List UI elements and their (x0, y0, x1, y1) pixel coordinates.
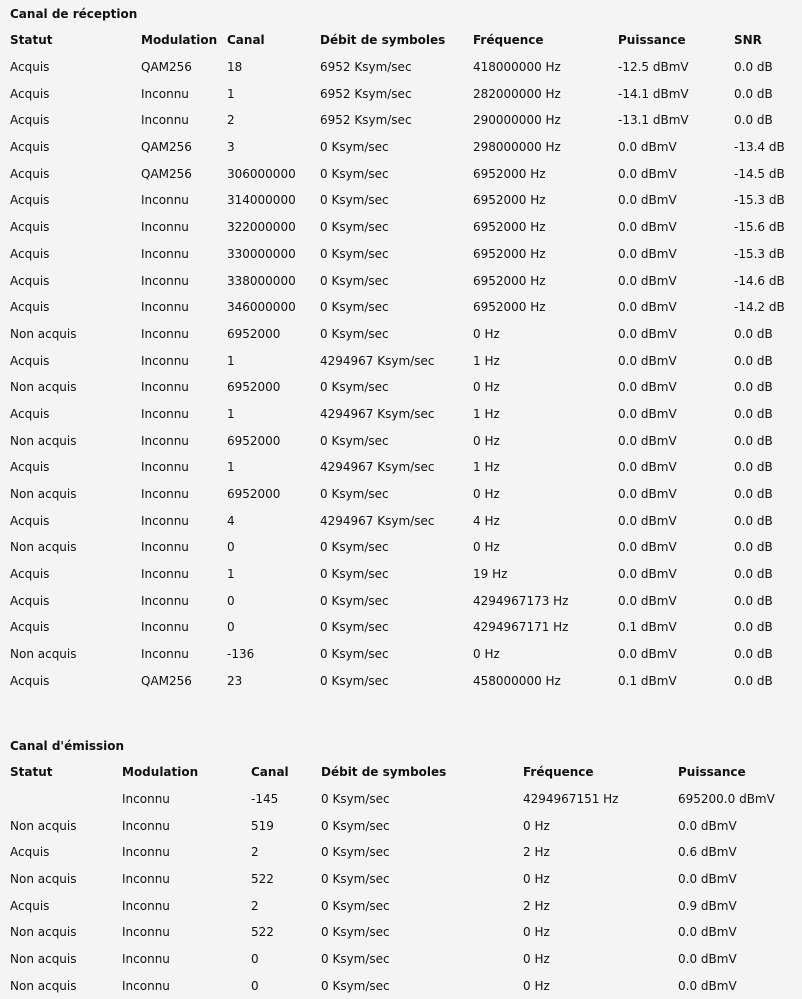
rx-cell-debit: 0 Ksym/sec (320, 193, 389, 208)
rx-table-row (0, 507, 802, 534)
rx-table-row (0, 294, 802, 321)
tx-cell-modulation: Inconnu (122, 898, 170, 913)
rx-cell-debit: 0 Ksym/sec (320, 300, 389, 315)
rx-cell-puissance: 0.0 dBmV (618, 246, 677, 261)
tx-cell-modulation: Inconnu (122, 952, 170, 967)
tx-table-row (0, 892, 802, 919)
rx-cell-debit: 0 Ksym/sec (320, 246, 389, 261)
rx-cell-debit: 0 Ksym/sec (320, 380, 389, 395)
rx-cell-snr: 0.0 dB (734, 513, 773, 528)
rx-cell-statut: Acquis (10, 140, 50, 155)
rx-cell-puissance: 0.0 dBmV (618, 487, 677, 502)
tx-cell-modulation: Inconnu (122, 872, 170, 887)
tx-table-row (0, 786, 802, 813)
tx-cell-frequence: 2 Hz (523, 845, 550, 860)
rx-cell-statut: Acquis (10, 220, 50, 235)
rx-cell-canal: 1 (227, 406, 235, 421)
rx-cell-puissance: 0.0 dBmV (618, 166, 677, 181)
tx-cell-statut: Acquis (10, 898, 50, 913)
rx-cell-frequence: 6952000 Hz (473, 193, 546, 208)
rx-cell-modulation: Inconnu (141, 326, 189, 341)
rx-cell-snr: 0.0 dB (734, 353, 773, 368)
rx-cell-canal: 6952000 (227, 487, 281, 502)
tx-cell-canal: 2 (251, 845, 259, 860)
rx-cell-statut: Acquis (10, 460, 50, 475)
rx-cell-modulation: Inconnu (141, 513, 189, 528)
rx-cell-frequence: 1 Hz (473, 353, 500, 368)
tx-cell-puissance: 0.0 dBmV (678, 925, 737, 940)
rx-cell-debit: 0 Ksym/sec (320, 673, 389, 688)
rx-cell-frequence: 6952000 Hz (473, 166, 546, 181)
tx-cell-puissance: 0.0 dBmV (678, 978, 737, 993)
rx-cell-puissance: -12.5 dBmV (618, 60, 689, 75)
tx-cell-puissance: 0.0 dBmV (678, 872, 737, 887)
rx-cell-snr: 0.0 dB (734, 86, 773, 101)
rx-cell-canal: 4 (227, 513, 235, 528)
rx-cell-snr: 0.0 dB (734, 620, 773, 635)
rx-cell-puissance: 0.0 dBmV (618, 380, 677, 395)
tx-cell-frequence: 0 Hz (523, 978, 550, 993)
rx-cell-debit: 0 Ksym/sec (320, 647, 389, 662)
rx-table-row (0, 614, 802, 641)
tx-cell-debit: 0 Ksym/sec (321, 978, 390, 993)
rx-cell-debit: 6952 Ksym/sec (320, 113, 412, 128)
rx-cell-debit: 6952 Ksym/sec (320, 86, 412, 101)
rx-cell-puissance: 0.0 dBmV (618, 647, 677, 662)
rx-cell-modulation: Inconnu (141, 460, 189, 475)
tx-table-row (0, 946, 802, 973)
rx-cell-modulation: Inconnu (141, 540, 189, 555)
rx-cell-frequence: 1 Hz (473, 460, 500, 475)
rx-cell-canal: 3 (227, 140, 235, 155)
rx-table-row (0, 321, 802, 348)
tx-col-modulation: Modulation (122, 765, 199, 780)
rx-cell-debit: 0 Ksym/sec (320, 273, 389, 288)
rx-cell-canal: -136 (227, 647, 255, 662)
rx-cell-debit: 0 Ksym/sec (320, 326, 389, 341)
rx-cell-snr: 0.0 dB (734, 647, 773, 662)
rx-cell-snr: 0.0 dB (734, 567, 773, 582)
rx-col-frequence: Fréquence (473, 33, 544, 48)
rx-cell-modulation: Inconnu (141, 193, 189, 208)
rx-cell-frequence: 458000000 Hz (473, 673, 561, 688)
rx-cell-debit: 0 Ksym/sec (320, 166, 389, 181)
rx-table-row (0, 160, 802, 187)
tx-col-puissance: Puissance (678, 765, 746, 780)
tx-cell-canal: 519 (251, 818, 274, 833)
rx-cell-puissance: 0.0 dBmV (618, 540, 677, 555)
tx-cell-debit: 0 Ksym/sec (321, 845, 390, 860)
tx-header-row (0, 759, 802, 786)
rx-table-row (0, 534, 802, 561)
rx-cell-statut: Acquis (10, 273, 50, 288)
rx-cell-modulation: QAM256 (141, 60, 192, 75)
tx-cell-frequence: 0 Hz (523, 952, 550, 967)
tx-cell-frequence: 0 Hz (523, 872, 550, 887)
rx-cell-debit: 0 Ksym/sec (320, 593, 389, 608)
rx-cell-snr: 0.0 dB (734, 487, 773, 502)
tx-table-row (0, 839, 802, 866)
rx-table-row (0, 107, 802, 134)
rx-cell-debit: 0 Ksym/sec (320, 140, 389, 155)
rx-cell-canal: 0 (227, 540, 235, 555)
tx-cell-puissance: 0.9 dBmV (678, 898, 737, 913)
rx-cell-puissance: 0.0 dBmV (618, 193, 677, 208)
rx-cell-statut: Acquis (10, 513, 50, 528)
tx-cell-modulation: Inconnu (122, 792, 170, 807)
rx-cell-puissance: 0.0 dBmV (618, 460, 677, 475)
rx-cell-modulation: Inconnu (141, 406, 189, 421)
rx-cell-debit: 4294967 Ksym/sec (320, 353, 435, 368)
rx-cell-frequence: 6952000 Hz (473, 273, 546, 288)
rx-cell-frequence: 0 Hz (473, 326, 500, 341)
rx-cell-modulation: Inconnu (141, 487, 189, 502)
rx-cell-modulation: Inconnu (141, 353, 189, 368)
rx-table-row (0, 641, 802, 668)
tx-cell-frequence: 4294967151 Hz (523, 792, 619, 807)
tx-cell-canal: 522 (251, 872, 274, 887)
rx-cell-puissance: -14.1 dBmV (618, 86, 689, 101)
tx-cell-modulation: Inconnu (122, 978, 170, 993)
tx-cell-debit: 0 Ksym/sec (321, 898, 390, 913)
rx-cell-puissance: 0.0 dBmV (618, 433, 677, 448)
rx-cell-frequence: 0 Hz (473, 647, 500, 662)
tx-col-canal: Canal (251, 765, 289, 780)
rx-cell-canal: 6952000 (227, 326, 281, 341)
tx-cell-debit: 0 Ksym/sec (321, 792, 390, 807)
tx-cell-statut (0, 786, 112, 813)
tx-cell-canal: 2 (251, 898, 259, 913)
rx-cell-statut: Non acquis (10, 380, 77, 395)
rx-cell-statut: Acquis (10, 673, 50, 688)
rx-col-statut: Statut (10, 33, 53, 48)
rx-cell-puissance: 0.1 dBmV (618, 673, 677, 688)
rx-cell-statut: Acquis (10, 60, 50, 75)
rx-cell-canal: 306000000 (227, 166, 296, 181)
tx-table-row (0, 812, 802, 839)
rx-header-row (0, 27, 802, 54)
rx-cell-puissance: 0.0 dBmV (618, 273, 677, 288)
rx-cell-statut: Non acquis (10, 540, 77, 555)
rx-table-row (0, 134, 802, 161)
rx-cell-puissance: 0.0 dBmV (618, 300, 677, 315)
rx-cell-snr: -15.6 dB (734, 220, 785, 235)
rx-cell-frequence: 0 Hz (473, 433, 500, 448)
rx-cell-frequence: 4294967171 Hz (473, 620, 569, 635)
rx-cell-puissance: 0.0 dBmV (618, 353, 677, 368)
rx-table (0, 27, 802, 694)
tx-cell-canal: -145 (251, 792, 279, 807)
rx-cell-modulation: Inconnu (141, 380, 189, 395)
rx-col-snr: SNR (734, 33, 762, 48)
rx-cell-statut: Non acquis (10, 326, 77, 341)
rx-cell-snr: 0.0 dB (734, 673, 773, 688)
rx-table-row (0, 401, 802, 428)
rx-table-row (0, 374, 802, 401)
rx-cell-modulation: Inconnu (141, 220, 189, 235)
rx-cell-modulation: Inconnu (141, 593, 189, 608)
tx-cell-canal: 522 (251, 925, 274, 940)
tx-table-row (0, 973, 802, 999)
tx-cell-modulation: Inconnu (122, 845, 170, 860)
rx-cell-debit: 0 Ksym/sec (320, 620, 389, 635)
tx-table-row (0, 866, 802, 893)
rx-cell-modulation: Inconnu (141, 113, 189, 128)
rx-cell-canal: 1 (227, 353, 235, 368)
rx-cell-puissance: 0.0 dBmV (618, 593, 677, 608)
tx-cell-debit: 0 Ksym/sec (321, 952, 390, 967)
rx-table-row (0, 481, 802, 508)
rx-col-modulation: Modulation (141, 33, 217, 48)
rx-cell-snr: 0.0 dB (734, 540, 773, 555)
rx-cell-snr: 0.0 dB (734, 380, 773, 395)
rx-cell-statut: Non acquis (10, 647, 77, 662)
rx-cell-frequence: 6952000 Hz (473, 220, 546, 235)
rx-cell-canal: 6952000 (227, 433, 281, 448)
rx-cell-modulation: Inconnu (141, 86, 189, 101)
rx-table-row (0, 187, 802, 214)
tx-table (0, 759, 802, 999)
tx-cell-modulation: Inconnu (122, 818, 170, 833)
tx-cell-statut: Non acquis (10, 925, 77, 940)
rx-cell-frequence: 0 Hz (473, 540, 500, 555)
rx-cell-puissance: 0.0 dBmV (618, 326, 677, 341)
rx-cell-statut: Acquis (10, 353, 50, 368)
tx-cell-canal: 0 (251, 978, 259, 993)
rx-cell-frequence: 418000000 Hz (473, 60, 561, 75)
rx-cell-canal: 0 (227, 620, 235, 635)
rx-cell-modulation: Inconnu (141, 567, 189, 582)
rx-cell-modulation: Inconnu (141, 246, 189, 261)
tx-col-debit: Débit de symboles (321, 765, 447, 780)
rx-section-title: Canal de réception (10, 7, 138, 21)
rx-cell-canal: 330000000 (227, 246, 296, 261)
rx-cell-modulation: Inconnu (141, 620, 189, 635)
rx-cell-canal: 0 (227, 593, 235, 608)
rx-cell-modulation: Inconnu (141, 300, 189, 315)
rx-cell-statut: Acquis (10, 86, 50, 101)
rx-col-canal: Canal (227, 33, 265, 48)
rx-cell-frequence: 0 Hz (473, 380, 500, 395)
rx-cell-statut: Acquis (10, 593, 50, 608)
rx-cell-modulation: Inconnu (141, 647, 189, 662)
rx-cell-canal: 23 (227, 673, 243, 688)
rx-table-row (0, 241, 802, 268)
rx-table-row (0, 427, 802, 454)
rx-table-row (0, 267, 802, 294)
rx-cell-snr: 0.0 dB (734, 60, 773, 75)
rx-cell-puissance: 0.0 dBmV (618, 220, 677, 235)
tx-cell-puissance: 695200.0 dBmV (678, 792, 775, 807)
rx-cell-snr: 0.0 dB (734, 113, 773, 128)
rx-cell-puissance: 0.0 dBmV (618, 406, 677, 421)
rx-cell-puissance: -13.1 dBmV (618, 113, 689, 128)
rx-cell-debit: 4294967 Ksym/sec (320, 513, 435, 528)
rx-table-row (0, 561, 802, 588)
rx-cell-statut: Acquis (10, 406, 50, 421)
rx-cell-puissance: 0.0 dBmV (618, 513, 677, 528)
rx-cell-snr: 0.0 dB (734, 406, 773, 421)
rx-cell-canal: 6952000 (227, 380, 281, 395)
rx-cell-snr: -14.5 dB (734, 166, 785, 181)
rx-table-row (0, 214, 802, 241)
rx-cell-modulation: QAM256 (141, 673, 192, 688)
rx-table-row (0, 454, 802, 481)
tx-cell-puissance: 0.0 dBmV (678, 818, 737, 833)
rx-cell-snr: -14.2 dB (734, 300, 785, 315)
rx-cell-snr: -15.3 dB (734, 246, 785, 261)
tx-cell-debit: 0 Ksym/sec (321, 925, 390, 940)
tx-col-statut: Statut (10, 765, 53, 780)
rx-cell-modulation: Inconnu (141, 273, 189, 288)
tx-section-title: Canal d'émission (10, 739, 125, 753)
tx-cell-canal: 0 (251, 952, 259, 967)
tx-cell-frequence: 2 Hz (523, 898, 550, 913)
rx-cell-modulation: QAM256 (141, 140, 192, 155)
tx-table-row (0, 919, 802, 946)
rx-cell-modulation: QAM256 (141, 166, 192, 181)
tx-cell-statut: Non acquis (10, 872, 77, 887)
rx-cell-frequence: 6952000 Hz (473, 246, 546, 261)
rx-table-row (0, 80, 802, 107)
rx-cell-canal: 314000000 (227, 193, 296, 208)
rx-cell-frequence: 298000000 Hz (473, 140, 561, 155)
tx-col-frequence: Fréquence (523, 765, 594, 780)
rx-cell-snr: 0.0 dB (734, 433, 773, 448)
rx-cell-frequence: 19 Hz (473, 567, 508, 582)
rx-cell-statut: Non acquis (10, 433, 77, 448)
rx-cell-canal: 18 (227, 60, 243, 75)
rx-cell-canal: 346000000 (227, 300, 296, 315)
tx-cell-puissance: 0.0 dBmV (678, 952, 737, 967)
rx-cell-frequence: 0 Hz (473, 487, 500, 502)
rx-cell-canal: 1 (227, 86, 235, 101)
rx-table-row (0, 54, 802, 81)
rx-table-row (0, 347, 802, 374)
rx-table-body (0, 54, 802, 695)
tx-table-body (0, 786, 802, 999)
tx-cell-statut: Acquis (10, 845, 50, 860)
rx-cell-puissance: 0.1 dBmV (618, 620, 677, 635)
rx-cell-canal: 338000000 (227, 273, 296, 288)
rx-cell-frequence: 282000000 Hz (473, 86, 561, 101)
rx-cell-snr: 0.0 dB (734, 593, 773, 608)
rx-cell-debit: 4294967 Ksym/sec (320, 406, 435, 421)
rx-col-debit: Débit de symboles (320, 33, 446, 48)
rx-cell-debit: 6952 Ksym/sec (320, 60, 412, 75)
rx-cell-statut: Acquis (10, 246, 50, 261)
rx-cell-puissance: 0.0 dBmV (618, 567, 677, 582)
rx-cell-canal: 322000000 (227, 220, 296, 235)
rx-cell-frequence: 6952000 Hz (473, 300, 546, 315)
rx-cell-snr: -14.6 dB (734, 273, 785, 288)
tx-cell-frequence: 0 Hz (523, 818, 550, 833)
rx-cell-snr: -15.3 dB (734, 193, 785, 208)
rx-cell-snr: 0.0 dB (734, 460, 773, 475)
rx-cell-debit: 0 Ksym/sec (320, 487, 389, 502)
rx-cell-canal: 1 (227, 567, 235, 582)
rx-cell-canal: 1 (227, 460, 235, 475)
rx-cell-puissance: 0.0 dBmV (618, 140, 677, 155)
rx-cell-statut: Acquis (10, 567, 50, 582)
rx-cell-frequence: 4294967173 Hz (473, 593, 569, 608)
rx-cell-frequence: 4 Hz (473, 513, 500, 528)
tx-cell-debit: 0 Ksym/sec (321, 818, 390, 833)
rx-cell-debit: 0 Ksym/sec (320, 433, 389, 448)
rx-cell-snr: 0.0 dB (734, 326, 773, 341)
tx-cell-puissance: 0.6 dBmV (678, 845, 737, 860)
rx-cell-debit: 0 Ksym/sec (320, 540, 389, 555)
tx-cell-statut: Non acquis (10, 952, 77, 967)
tx-cell-debit: 0 Ksym/sec (321, 872, 390, 887)
rx-table-row (0, 668, 802, 695)
rx-cell-statut: Acquis (10, 300, 50, 315)
rx-cell-statut: Acquis (10, 166, 50, 181)
rx-cell-debit: 0 Ksym/sec (320, 220, 389, 235)
rx-cell-modulation: Inconnu (141, 433, 189, 448)
rx-cell-statut: Acquis (10, 193, 50, 208)
rx-cell-snr: -13.4 dB (734, 140, 785, 155)
rx-col-puissance: Puissance (618, 33, 686, 48)
rx-cell-debit: 0 Ksym/sec (320, 567, 389, 582)
rx-table-row (0, 587, 802, 614)
rx-cell-frequence: 1 Hz (473, 406, 500, 421)
rx-cell-canal: 2 (227, 113, 235, 128)
rx-cell-statut: Acquis (10, 113, 50, 128)
rx-cell-frequence: 290000000 Hz (473, 113, 561, 128)
rx-cell-statut: Acquis (10, 620, 50, 635)
tx-cell-statut: Non acquis (10, 818, 77, 833)
rx-cell-debit: 4294967 Ksym/sec (320, 460, 435, 475)
rx-cell-statut: Non acquis (10, 487, 77, 502)
tx-cell-modulation: Inconnu (122, 925, 170, 940)
tx-cell-frequence: 0 Hz (523, 925, 550, 940)
tx-cell-statut: Non acquis (10, 978, 77, 993)
